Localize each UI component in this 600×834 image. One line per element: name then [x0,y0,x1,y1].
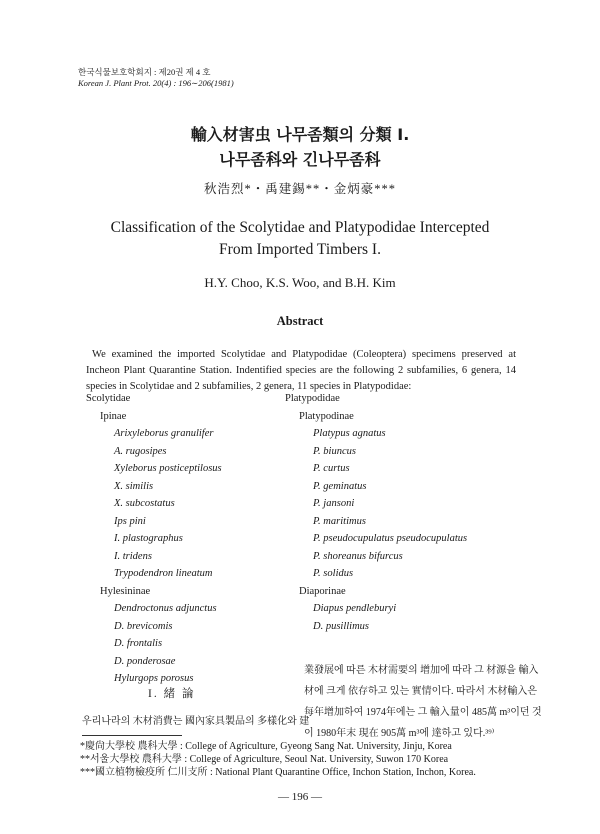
footnote-rule [82,735,182,736]
species-name: X. subcostatus [114,498,175,509]
species-name: X. similis [114,480,154,492]
footnote-2: **서울大學校 農科大學 : College of Agriculture, Seoul Nat. University, Suwon 170 Korea [80,754,449,765]
species-name: Ips pini [114,515,146,527]
intro-text-left: 우리나라의 木材消費는 國內家具製品의 多樣化와 建 [82,716,310,727]
journal-line-en: Korean J. Plant Prot. 20(4) : 196∼206(1981) [78,78,234,88]
family-name: Platypodidae [285,393,340,404]
species-name: Trypodendron lineatum [114,568,213,579]
abstract-text [86,347,516,395]
species-name: D. ponderosae [114,655,176,667]
subfamily-name: Diaporinae [299,585,346,597]
english-authors: H.Y. Choo, K.S. Woo, and B.H. Kim [204,275,396,290]
species-name: Diapus pendleburyi [313,603,397,614]
species-name: D. frontalis [114,638,163,649]
footnote-1: *慶尙大學校 農科大學 : College of Agriculture, Gyeong Sang Nat. University, Jinju, Korea [80,741,452,752]
english-title-line-1: Classification of the Scolytidae and Platypodidae Intercepted [110,219,490,236]
english-title-line-2: From Imported Timbers I. [219,241,381,258]
species-name: A. rugosipes [114,445,167,457]
species-name: P. solidus [313,568,354,579]
introduction-heading: I. 緒 論 [148,688,196,700]
subfamily-name: Ipinae [100,410,127,422]
species-name: P. maritimus [313,515,366,527]
species-name: P. curtus [313,463,350,474]
species-name: Platypus agnatus [313,428,386,439]
species-name: D. brevicomis [114,620,173,632]
journal-line-ko: 한국식물보호학회지 : 제20권 제 4 호 [78,67,211,77]
species-name: P. geminatus [313,480,367,492]
subfamily-name: Hylesininae [100,585,151,597]
species-name: Dendroctonus adjunctus [114,603,217,614]
species-name: Hylurgops porosus [114,673,194,684]
footnote-3: ***國立植物檢疫所 仁川支所 : National Plant Quarantine Office, Inchon Station, Inchon, Korea. [80,767,476,778]
species-name: P. jansoni [313,498,355,509]
species-name: Arixyleborus granulifer [114,428,214,439]
family-name: Scolytidae [86,393,131,404]
subfamily-name: Platypodinae [299,410,354,422]
species-name: P. shoreanus bifurcus [313,550,403,562]
korean-title-line-1: 輸入材害虫 나무좀類의 分類 I. [190,125,410,144]
species-name: P. pseudocupulatus pseudocupulatus [313,533,468,544]
species-name: I. tridens [114,550,152,562]
species-name: Xyleborus posticeptilosus [114,463,222,474]
species-name: P. biuncus [313,445,356,457]
korean-title-line-2: 나무좀科와 긴나무좀科 [219,150,381,169]
platypodidae-list [285,390,467,635]
page-number: — 196 — [278,791,322,803]
species-name: D. pusillimus [313,620,370,632]
scolytidae-list [86,390,222,688]
intro-text-right: 業發展에 따른 木材需要의 增加에 따라 그 材源을 輸入材에 크게 依存하고 있는 實情이다. 따라서 木材輸入은 每年增加하여 1974年에는 그 輸入量이 485萬 m³이던 것이 1980年末 現在 905萬 m³에 達하고 있다.³⁹⁾ [304,665,542,739]
abstract-body: We examined the imported Scolytidae and Platypodidae (Coleoptera) specimens preserved at Incheon Plant Quarantine Station. Indentified species are the following 2 subfamilies, 6 genera, 14 species in Scolytidae and 2 subfamilies, 2 genera, 11 species in Platypodidae: [86,349,516,392]
journal-info [78,67,234,89]
korean-authors: 秋浩烈*・禹建錫**・金炳豪*** [203,182,396,196]
abstract-heading: Abstract [276,314,324,328]
species-name: I. plastographus [114,533,183,544]
